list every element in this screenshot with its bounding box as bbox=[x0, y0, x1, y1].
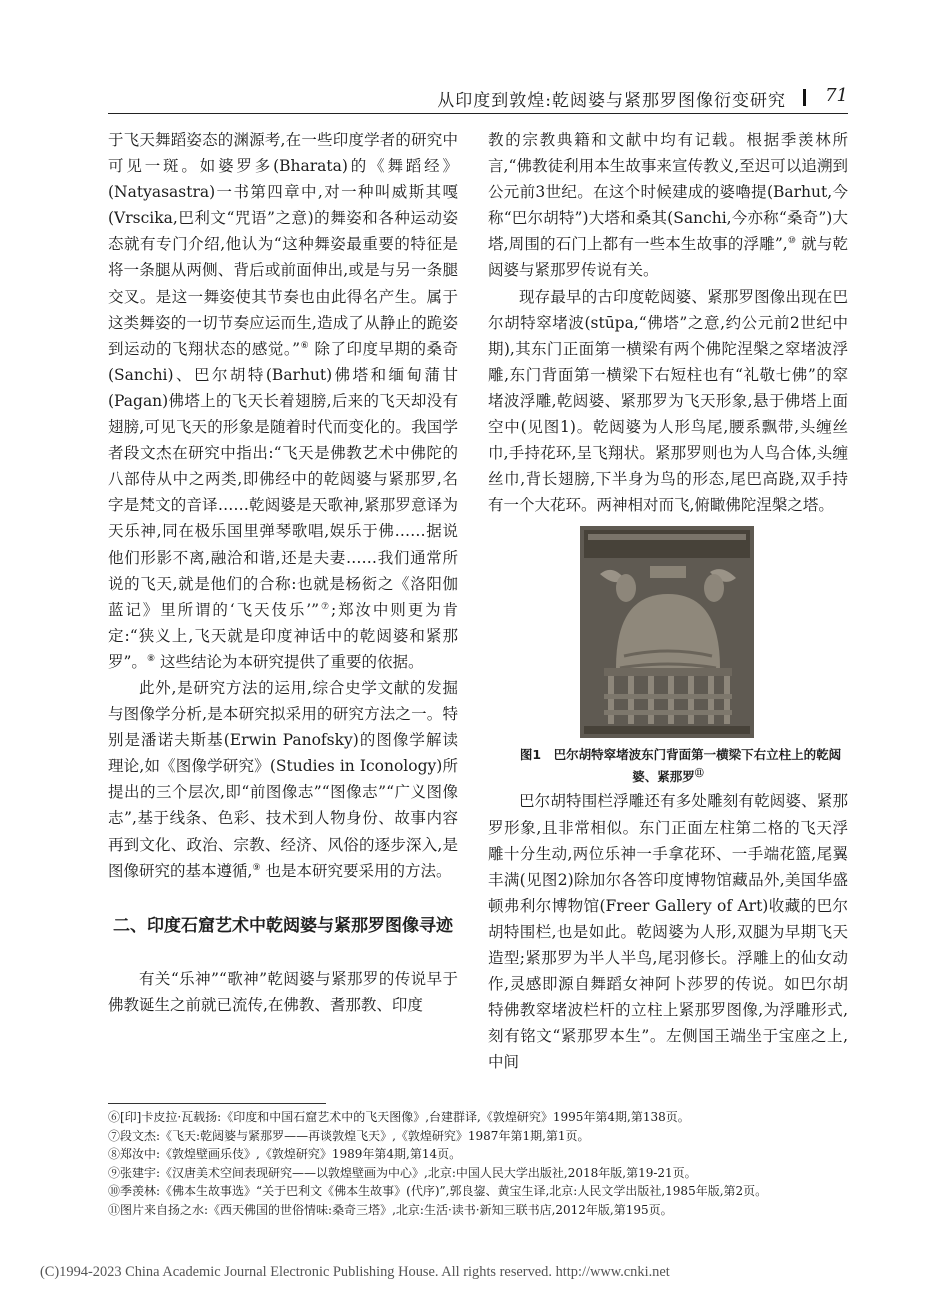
paragraph-text: 此外,是研究方法的运用,综合史学文献的发掘与图像学分析,是本研究拟采用的研究方法之一。特别是潘诺夫斯基(Erwin Panofsky)的图像学解读理论,如《图像学研究》(Studies in Iconology)所提出的三个层次,即“前图像志”“图像志”“广义图像志”,基于线条、色彩、技术到人物身份、故事内容再到文化、政治、宗教、经济、风俗的逐步深入,是图像研究的基本遵循, bbox=[108, 678, 458, 880]
paragraph-text: ;郑汝中则更为肯定:“狭义上,飞天就是印度神话中的乾闼婆和紧那罗”。 bbox=[108, 600, 458, 671]
footnote-8: ⑧郑汝中:《敦煌壁画乐伎》,《敦煌研究》1989年第4期,第14页。 bbox=[108, 1147, 462, 1162]
page-number: 71 bbox=[825, 85, 848, 106]
paragraph-text: 于飞天舞蹈姿态的渊源考,在一些印度学者的研究中可见一斑。如婆罗多(Bharata)的《舞蹈经》(Natyasastra)一书第四章中,对一种叫威斯其嘎(Vrscika,巴利文“咒语”之意)的舞姿和各种运动姿态就有专门介绍,他认为“这种舞姿最重要的特征是将一条腿从两侧、背后或前面伸出,或是与另一条腿交叉。是这一舞姿使其节奏也由此得名产生。属于这类舞姿的一切节奏应运而生,造成了从静止的跪姿到运动的飞翔状态的感觉。” bbox=[108, 131, 458, 358]
section-heading: 二、印度石窟艺术中乾闼婆与紧那罗图像寻迹 bbox=[113, 915, 453, 936]
footnote-ref[interactable]: ⑧ bbox=[146, 653, 156, 664]
figure-caption-text: 图1 巴尔胡特窣堵波东门背面第一横梁下右立柱上的乾闼婆、紧那罗 bbox=[519, 747, 842, 785]
header-divider-bar bbox=[803, 89, 806, 106]
paragraph bbox=[488, 127, 848, 284]
paragraph bbox=[108, 127, 458, 675]
footnotes bbox=[108, 1108, 848, 1220]
footnote-ref[interactable]: ⑥ bbox=[300, 340, 310, 351]
paragraph-text: 除了印度早期的桑奇(Sanchi)、巴尔胡特(Barhut)佛塔和缅甸蒲甘(Pagan)佛塔上的飞天长着翅膀,后来的飞天却没有翅膀,可见飞天的形象是随着时代而变化的。我国学者段文杰在研究中指出:“飞天是佛教艺术中佛陀的八部侍从中之两类,即佛经中的乾闼婆与紧那罗,名字是梵文的音译……乾闼婆是天歌神,紧那罗意译为天乐神,同在极乐国里弹琴歌唱,娱乐于佛……据说他们形影不离,融洽和谐,还是夫妻……我们通常所说的飞天,就是他们的合称:也就是杨衒之《洛阳伽蓝记》里所谓的‘飞天伎乐’” bbox=[108, 339, 458, 619]
footnote-7: ⑦段文杰:《飞天:乾闼婆与紧那罗——再谈敦煌飞天》,《敦煌研究》1987年第1期,第1页。 bbox=[108, 1128, 590, 1143]
footnote-ref[interactable]: ⑪ bbox=[694, 769, 704, 780]
figure-caption bbox=[488, 744, 848, 788]
paragraph: 现存最早的古印度乾闼婆、紧那罗图像出现在巴尔胡特窣堵波(stūpa,“佛塔”之意,约公元前2世纪中期),其东门正面第一横梁有两个佛陀涅槃之窣堵波浮雕,东门背面第一横梁下右短柱也有“礼敬七佛”的窣堵波浮雕,乾闼婆、紧那罗为飞天形象,悬于佛塔上面空中(见图1)。乾闼婆为人形鸟尾,腰系飘带,头缠丝巾,手持花环,呈飞翔状。紧那罗则也为人鸟合体,头缠丝巾,背长翅膀,下半身为鸟的形态,尾巴高跷,双手持有一个大花环。两神相对而飞,俯瞰佛陀涅槃之塔。 bbox=[488, 287, 848, 515]
running-header bbox=[108, 83, 848, 114]
left-column bbox=[108, 127, 458, 1018]
paragraph-text: 教的宗教典籍和文献中均有记载。根据季羡林所言,“佛教徒利用本生故事来宣传教义,至迟可以追溯到公元前3世纪。在这个时候建成的婆嚕提(Barhut,今称“巴尔胡特”)大塔和桑其(Sanchi,今亦称“桑奇”)大塔,周围的石门上都有一些本生故事的浮雕”, bbox=[488, 131, 848, 254]
footnote-9: ⑨张建宇:《汉唐美术空间表现研究——以敦煌壁画为中心》,北京:中国人民大学出版社,2018年版,第19-21页。 bbox=[108, 1165, 697, 1180]
footnote-11: ⑪图片来自扬之水:《西天佛国的世俗情味:桑奇三塔》,北京:生活·读书·新知三联书店,2012年版,第195页。 bbox=[108, 1202, 673, 1217]
footnote-separator bbox=[108, 1103, 326, 1104]
paragraph: 巴尔胡特围栏浮雕还有多处雕刻有乾闼婆、紧那罗形象,且非常相似。东门正面左柱第二格的飞天浮雕十分生动,两位乐神一手拿花环、一手端花篮,尾翼丰满(见图2)除加尔各答印度博物馆藏品外,美国华盛顿弗利尔博物馆(Freer Gallery of Art)收藏的巴尔胡特围栏,也是如此。乾闼婆为人形,双腿为早期飞天造型;紧那罗为半人半鸟,尾羽修长。浮雕上的仙女动作,灵感即源自舞蹈女神阿卜莎罗的传说。如巴尔胡特佛教窣堵波栏杆的立柱上紧那罗图像,为浮雕形式,刻有铭文“紧那罗本生”。左侧国王端坐于宝座之上,中间 bbox=[488, 792, 848, 1072]
figure-container bbox=[488, 526, 848, 738]
copyright-notice: (C)1994-2023 China Academic Journal Electronic Publishing House. All rights reserved. http://www.cnki.net bbox=[40, 1264, 670, 1280]
running-title: 从印度到敦煌:乾闼婆与紧那罗图像衍变研究 bbox=[437, 91, 786, 111]
paragraph-text: 这些结论为本研究提供了重要的依据。 bbox=[155, 652, 424, 671]
footnote-ref[interactable]: ⑨ bbox=[252, 862, 261, 873]
figure-1-stupa-relief-image bbox=[580, 526, 754, 738]
paragraph: 有关“乐神”“歌神”乾闼婆与紧那罗的传说早于佛教诞生之前就已流传,在佛教、耆那教、印度 bbox=[108, 969, 458, 1014]
footnote-ref[interactable]: ⑦ bbox=[319, 601, 331, 612]
paragraph-text: 就与乾闼婆与紧那罗传说有关。 bbox=[488, 235, 848, 280]
footnote-10: ⑩季羡林:《佛本生故事选》“关于巴利文《佛本生故事》(代序)”,郭良鋆、黄宝生译,北京:人民文学出版社,1985年版,第2页。 bbox=[108, 1184, 768, 1199]
paragraph bbox=[108, 675, 458, 884]
right-column bbox=[488, 127, 848, 1075]
paragraph-text: 也是本研究要采用的方法。 bbox=[260, 861, 452, 880]
footnote-6: ⑥[印]卡皮拉·瓦载扬:《印度和中国石窟艺术中的飞天图像》,台建群译,《敦煌研究》1995年第4期,第138页。 bbox=[108, 1110, 690, 1124]
footnote-ref[interactable]: ⑩ bbox=[787, 236, 797, 247]
